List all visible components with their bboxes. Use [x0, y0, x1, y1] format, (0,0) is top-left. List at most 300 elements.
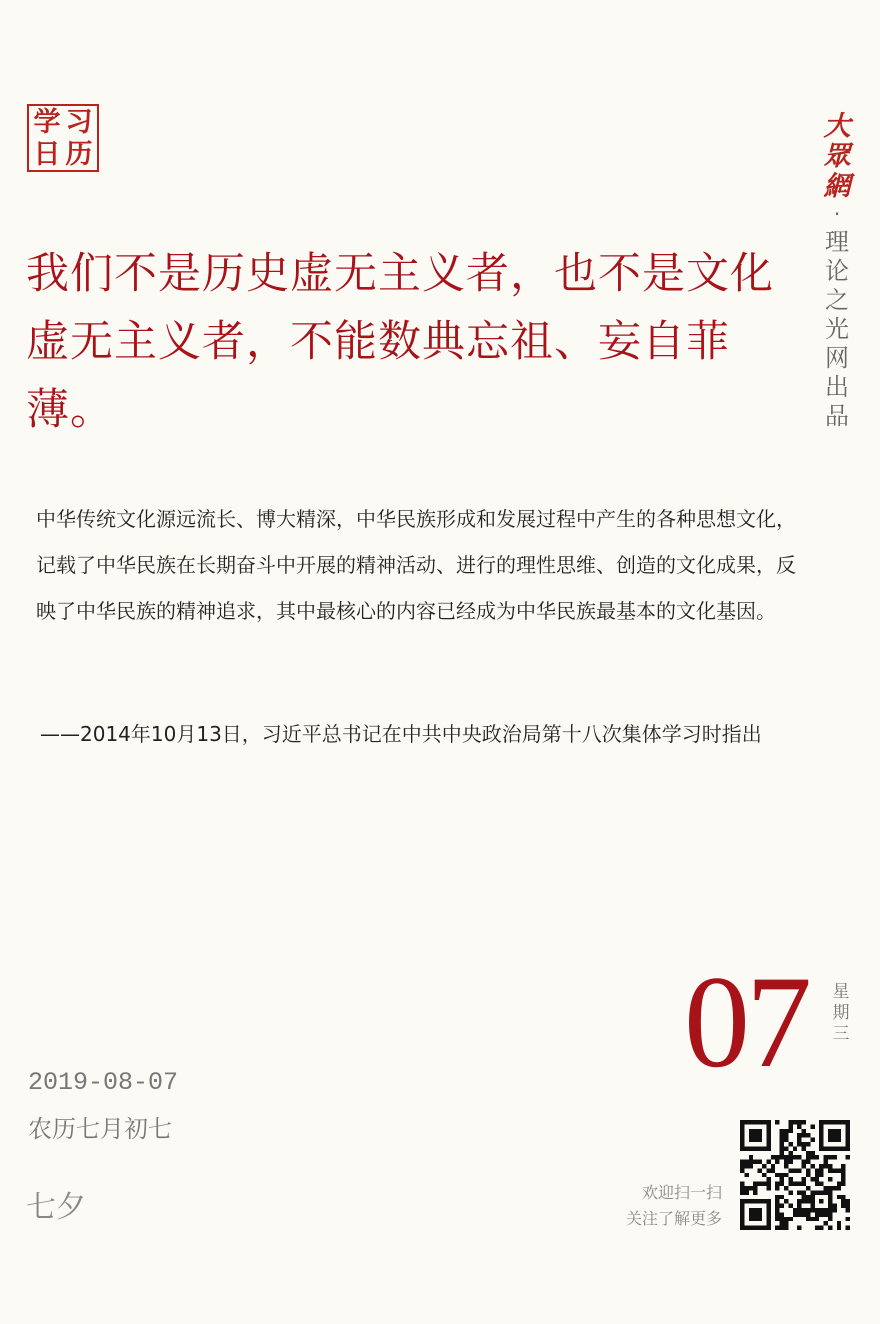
qr-module — [819, 1138, 823, 1142]
qr-module — [775, 1226, 779, 1230]
qr-module — [744, 1164, 748, 1168]
qr-module — [749, 1155, 753, 1159]
brand-text-char: 理 — [825, 228, 849, 256]
qr-module — [832, 1138, 836, 1142]
qr-module — [806, 1212, 810, 1216]
qr-module — [753, 1199, 757, 1203]
qr-module — [766, 1146, 770, 1150]
qr-module — [806, 1133, 810, 1137]
qr-module — [766, 1133, 770, 1137]
qr-module — [740, 1208, 744, 1212]
qr-module — [784, 1129, 788, 1133]
qr-module — [802, 1195, 806, 1199]
qr-module — [832, 1208, 836, 1212]
qr-module — [788, 1155, 792, 1159]
qr-module — [806, 1199, 810, 1203]
qr-module — [766, 1138, 770, 1142]
qr-module — [832, 1155, 836, 1159]
qr-module — [740, 1124, 744, 1128]
brand-text-char: 出 — [825, 373, 849, 401]
quote-source: ——2014年10月13日，习近平总书记在中共中央政治局第十八次集体学习时指出 — [40, 722, 762, 746]
qr-module — [784, 1138, 788, 1142]
qr-module — [819, 1129, 823, 1133]
qr-module — [784, 1199, 788, 1203]
qr-module — [802, 1182, 806, 1186]
qr-module — [797, 1204, 801, 1208]
qr-module — [766, 1182, 770, 1186]
qr-module — [810, 1208, 814, 1212]
qr-module — [828, 1155, 832, 1159]
qr-module — [749, 1146, 753, 1150]
qr-module — [837, 1146, 841, 1150]
qr-module — [740, 1133, 744, 1137]
qr-module — [749, 1212, 753, 1216]
qr-module — [780, 1155, 784, 1159]
qr-module — [802, 1160, 806, 1164]
weekday-char: 三 — [832, 1024, 850, 1044]
qr-module — [784, 1173, 788, 1177]
brand-text-char: 品 — [825, 402, 849, 430]
qr-module — [775, 1160, 779, 1164]
qr-module — [766, 1226, 770, 1230]
qr-module — [758, 1129, 762, 1133]
qr-module — [815, 1177, 819, 1181]
qr-module — [802, 1190, 806, 1194]
qr-module — [780, 1146, 784, 1150]
brand-text — [825, 228, 849, 431]
qr-module — [788, 1120, 792, 1124]
qr-module — [846, 1155, 850, 1159]
qr-module — [802, 1120, 806, 1124]
qr-module — [780, 1195, 784, 1199]
qr-module — [784, 1186, 788, 1190]
qr-module — [740, 1138, 744, 1142]
scan-prompt — [592, 1180, 722, 1232]
qr-module — [788, 1177, 792, 1181]
qr-module — [837, 1195, 841, 1199]
qr-module — [802, 1146, 806, 1150]
qr-module — [753, 1129, 757, 1133]
qr-module — [766, 1129, 770, 1133]
qr-module — [846, 1142, 850, 1146]
qr-module — [762, 1226, 766, 1230]
qr-module — [810, 1124, 814, 1128]
qr-module — [846, 1120, 850, 1124]
qr-module — [846, 1124, 850, 1128]
qr-module — [819, 1142, 823, 1146]
qr-module — [797, 1199, 801, 1203]
qr-module — [806, 1142, 810, 1146]
qr-module — [841, 1204, 845, 1208]
qr-module — [832, 1204, 836, 1208]
qr-module — [828, 1168, 832, 1172]
qr-module — [758, 1217, 762, 1221]
qr-module — [797, 1138, 801, 1142]
qr-module — [780, 1173, 784, 1177]
qr-module — [837, 1129, 841, 1133]
qr-module — [828, 1164, 832, 1168]
qr-module — [780, 1129, 784, 1133]
qr-module — [815, 1173, 819, 1177]
qr-module — [780, 1133, 784, 1137]
qr-module — [780, 1142, 784, 1146]
qr-module — [780, 1151, 784, 1155]
qr-module — [815, 1182, 819, 1186]
qr-module — [766, 1186, 770, 1190]
qr-module — [793, 1146, 797, 1150]
qr-module — [846, 1199, 850, 1203]
qr-module — [819, 1212, 823, 1216]
brand-text-char: 论 — [825, 257, 849, 285]
qr-module — [758, 1182, 762, 1186]
qr-module — [753, 1138, 757, 1142]
qr-module — [819, 1133, 823, 1137]
qr-module — [784, 1217, 788, 1221]
qr-module — [766, 1120, 770, 1124]
qr-module — [815, 1217, 819, 1221]
qr-module — [841, 1195, 845, 1199]
logo-char: 历 — [65, 139, 93, 170]
qr-module — [815, 1168, 819, 1172]
qr-module — [828, 1190, 832, 1194]
qr-module — [824, 1208, 828, 1212]
brand-logo-char: 網 — [823, 171, 851, 202]
qr-module — [784, 1164, 788, 1168]
qr-module — [775, 1204, 779, 1208]
brand-text-char: 之 — [825, 286, 849, 314]
qr-module — [810, 1190, 814, 1194]
qr-module — [824, 1212, 828, 1216]
qr-module — [824, 1146, 828, 1150]
qr-module — [832, 1146, 836, 1150]
qr-module — [744, 1160, 748, 1164]
qr-module — [775, 1120, 779, 1124]
qr-module — [815, 1155, 819, 1159]
qr-module — [780, 1177, 784, 1181]
qr-module — [753, 1160, 757, 1164]
qr-module — [828, 1226, 832, 1230]
qr-module — [828, 1146, 832, 1150]
qr-module — [806, 1151, 810, 1155]
qr-module — [784, 1160, 788, 1164]
quote-headline: 我们不是历史虚无主义者，也不是文化虚无主义者，不能数典忘祖、妄自菲薄。 — [26, 249, 774, 435]
qr-module — [797, 1212, 801, 1216]
qr-module — [788, 1182, 792, 1186]
qr-module — [810, 1199, 814, 1203]
qr-module — [766, 1168, 770, 1172]
qr-module — [846, 1204, 850, 1208]
qr-module — [753, 1208, 757, 1212]
qr-module — [740, 1142, 744, 1146]
qr-module — [837, 1138, 841, 1142]
qr-module — [744, 1146, 748, 1150]
qr-module — [788, 1124, 792, 1128]
qr-module — [841, 1199, 845, 1203]
qr-module — [740, 1164, 744, 1168]
qr-module — [828, 1195, 832, 1199]
qr-module — [775, 1186, 779, 1190]
qr-module — [749, 1217, 753, 1221]
qr-module — [775, 1208, 779, 1212]
qr-module — [806, 1173, 810, 1177]
qr-module — [819, 1164, 823, 1168]
qr-module — [819, 1173, 823, 1177]
qr-module — [828, 1204, 832, 1208]
qr-module — [780, 1226, 784, 1230]
qr-module — [806, 1217, 810, 1221]
qr-module — [797, 1142, 801, 1146]
qr-module — [758, 1133, 762, 1137]
qr-module — [846, 1138, 850, 1142]
qr-module — [758, 1138, 762, 1142]
qr-module — [802, 1129, 806, 1133]
qr-module — [846, 1226, 850, 1230]
day-number: 07 — [684, 948, 808, 1095]
qr-module — [837, 1221, 841, 1225]
weekday-char: 星 — [832, 982, 850, 1002]
qr-module — [766, 1208, 770, 1212]
qr-module — [797, 1120, 801, 1124]
qr-module — [749, 1160, 753, 1164]
qr-module — [775, 1212, 779, 1216]
qr-module — [828, 1120, 832, 1124]
qr-module — [780, 1217, 784, 1221]
qr-module — [740, 1217, 744, 1221]
qr-module — [846, 1146, 850, 1150]
qr-module — [762, 1120, 766, 1124]
qr-module — [753, 1217, 757, 1221]
qr-module — [749, 1164, 753, 1168]
qr-module — [810, 1138, 814, 1142]
qr-module — [740, 1129, 744, 1133]
qr-module — [775, 1195, 779, 1199]
qr-module — [788, 1190, 792, 1194]
qr-module — [837, 1182, 841, 1186]
qr-module — [749, 1120, 753, 1124]
qr-module — [753, 1186, 757, 1190]
qr-module — [819, 1146, 823, 1150]
qr-module — [766, 1212, 770, 1216]
qr-module — [762, 1173, 766, 1177]
qr-module — [824, 1186, 828, 1190]
qr-module — [832, 1120, 836, 1124]
qr-module — [828, 1217, 832, 1221]
qr-module — [766, 1204, 770, 1208]
brand-separator: · — [833, 202, 841, 226]
qr-module — [819, 1120, 823, 1124]
qr-module — [797, 1208, 801, 1212]
qr-module — [771, 1164, 775, 1168]
qr-module — [775, 1155, 779, 1159]
qr-module — [766, 1142, 770, 1146]
qr-module — [749, 1199, 753, 1203]
qr-module — [797, 1155, 801, 1159]
qr-module — [740, 1120, 744, 1124]
qr-module — [793, 1182, 797, 1186]
qr-module — [819, 1199, 823, 1203]
qr-module — [802, 1212, 806, 1216]
qr-module — [762, 1146, 766, 1150]
festival-name: 七夕 — [26, 1190, 86, 1225]
qr-module — [819, 1226, 823, 1230]
qr-module — [744, 1173, 748, 1177]
qr-module — [832, 1168, 836, 1172]
qr-module — [810, 1195, 814, 1199]
qr-module — [819, 1182, 823, 1186]
weekday — [830, 982, 852, 1045]
qr-module — [828, 1212, 832, 1216]
qr-module — [740, 1221, 744, 1225]
qr-module — [802, 1199, 806, 1203]
qr-module — [793, 1208, 797, 1212]
qr-module — [780, 1138, 784, 1142]
qr-module — [753, 1226, 757, 1230]
qr-module — [762, 1164, 766, 1168]
qr-module — [749, 1186, 753, 1190]
qr-module — [744, 1199, 748, 1203]
qr-module — [771, 1168, 775, 1172]
qr-module — [832, 1129, 836, 1133]
qr-module — [758, 1146, 762, 1150]
qr-module — [810, 1177, 814, 1181]
qr-module — [828, 1186, 832, 1190]
qr-module — [824, 1221, 828, 1225]
qr-module — [846, 1217, 850, 1221]
qr-module — [837, 1133, 841, 1137]
qr-module — [810, 1151, 814, 1155]
brand-logo-char: 眾 — [823, 141, 851, 172]
qr-module — [758, 1160, 762, 1164]
qr-module — [762, 1199, 766, 1203]
qr-module — [837, 1168, 841, 1172]
qr-module — [832, 1186, 836, 1190]
qr-module — [784, 1155, 788, 1159]
qr-module — [793, 1168, 797, 1172]
qr-module — [758, 1212, 762, 1216]
qr-module — [806, 1155, 810, 1159]
qr-module — [766, 1177, 770, 1181]
qr-module — [744, 1190, 748, 1194]
qr-module — [758, 1199, 762, 1203]
qr-module — [740, 1199, 744, 1203]
qr-module — [815, 1212, 819, 1216]
qr-module — [828, 1133, 832, 1137]
qr-module — [749, 1133, 753, 1137]
qr-module — [828, 1177, 832, 1181]
scan-prompt-line2: 关注了解更多 — [625, 1209, 722, 1228]
qr-module — [837, 1226, 841, 1230]
qr-module — [828, 1199, 832, 1203]
qr-module — [824, 1155, 828, 1159]
qr-module — [797, 1168, 801, 1172]
qr-module — [766, 1221, 770, 1225]
qr-module — [780, 1212, 784, 1216]
qr-module — [841, 1164, 845, 1168]
brand-vertical — [820, 112, 854, 431]
qr-module — [828, 1138, 832, 1142]
qr-module — [788, 1217, 792, 1221]
dazhong-logo — [824, 112, 851, 202]
qr-module — [758, 1168, 762, 1172]
qr-module — [841, 1173, 845, 1177]
qr-code-icon[interactable] — [740, 1120, 850, 1230]
qr-module — [753, 1212, 757, 1216]
qr-module — [837, 1120, 841, 1124]
qr-module — [802, 1164, 806, 1168]
qr-module — [788, 1142, 792, 1146]
logo-char: 日 — [33, 139, 61, 170]
qr-module — [837, 1186, 841, 1190]
qr-module — [775, 1173, 779, 1177]
xuexi-rili-logo — [27, 104, 99, 172]
qr-module — [753, 1133, 757, 1137]
qr-module — [775, 1182, 779, 1186]
qr-module — [740, 1160, 744, 1164]
qr-module — [819, 1190, 823, 1194]
qr-module — [744, 1226, 748, 1230]
qr-module — [797, 1133, 801, 1137]
qr-module — [828, 1208, 832, 1212]
qr-module — [758, 1226, 762, 1230]
qr-module — [806, 1168, 810, 1172]
gregorian-date: 2019-08-07 — [28, 1068, 179, 1097]
qr-module — [793, 1155, 797, 1159]
qr-module — [841, 1168, 845, 1172]
qr-module — [797, 1124, 801, 1128]
qr-module — [753, 1120, 757, 1124]
logo-char: 学 — [33, 107, 61, 138]
qr-module — [744, 1120, 748, 1124]
qr-module — [771, 1155, 775, 1159]
qr-module — [758, 1120, 762, 1124]
qr-module — [806, 1160, 810, 1164]
qr-module — [819, 1168, 823, 1172]
qr-module — [846, 1129, 850, 1133]
qr-module — [784, 1226, 788, 1230]
logo-char: 习 — [65, 107, 93, 138]
qr-module — [802, 1142, 806, 1146]
qr-module — [819, 1208, 823, 1212]
qr-module — [841, 1120, 845, 1124]
qr-module — [802, 1133, 806, 1137]
qr-module — [780, 1221, 784, 1225]
qr-module — [806, 1195, 810, 1199]
qr-module — [832, 1133, 836, 1137]
qr-module — [841, 1182, 845, 1186]
qr-module — [740, 1190, 744, 1194]
qr-module — [793, 1212, 797, 1216]
brand-text-char: 网 — [825, 344, 849, 372]
qr-module — [793, 1120, 797, 1124]
qr-module — [797, 1226, 801, 1230]
qr-module — [810, 1164, 814, 1168]
qr-module — [802, 1177, 806, 1181]
weekday-char: 期 — [832, 1003, 850, 1023]
qr-module — [828, 1129, 832, 1133]
qr-module — [740, 1168, 744, 1172]
qr-module — [749, 1226, 753, 1230]
qr-module — [740, 1204, 744, 1208]
qr-module — [788, 1160, 792, 1164]
qr-module — [784, 1146, 788, 1150]
qr-module — [740, 1182, 744, 1186]
lunar-date: 农历七月初七 — [28, 1115, 172, 1143]
qr-module — [824, 1190, 828, 1194]
qr-module — [824, 1160, 828, 1164]
qr-module — [788, 1168, 792, 1172]
qr-module — [766, 1160, 770, 1164]
qr-module — [744, 1186, 748, 1190]
